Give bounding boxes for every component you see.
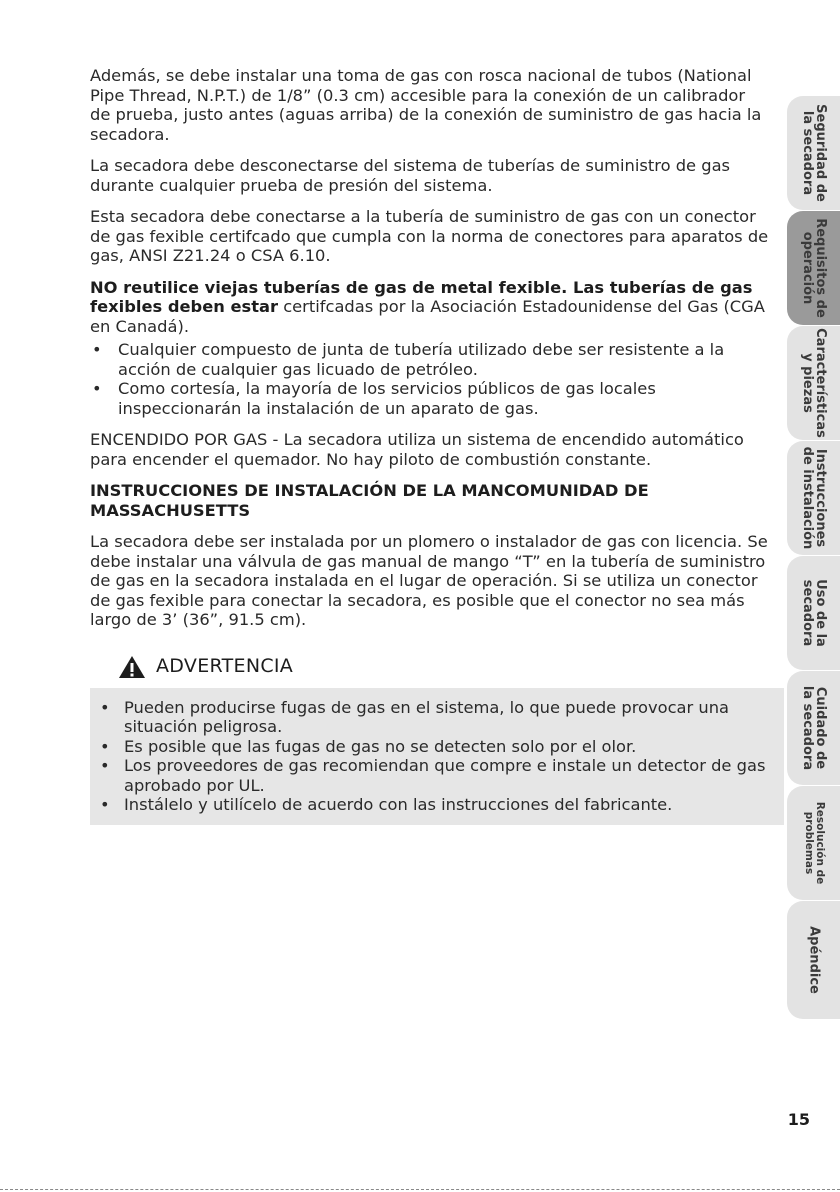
paragraph-reuse-warning: [90, 278, 770, 337]
reuse-warning-rest: certifcadas por la Asociación Estadounidense del Gas (CGA en Canadá).: [90, 297, 765, 336]
tab-label: Cuidado de la secadora: [799, 685, 828, 771]
paragraph-connector: Esta secadora debe conectarse a la tubería de suministro de gas con un conector de gas fexible certifcado que cumpla con la norma de conectores para aparatos de gas, ANSI Z21.24 o CSA 6.10.: [90, 207, 769, 265]
section-heading: INSTRUCCIONES DE INSTALACIÓN DE LA MANCOMUNIDAD DE MASSACHUSETTS: [90, 481, 649, 520]
list-item: • Es posible que las fugas de gas no se detecten solo por el olor.: [94, 737, 772, 757]
page-content: [90, 66, 770, 825]
tab-label: Apéndice: [806, 926, 821, 994]
paragraph-ignition: ENCENDIDO POR GAS - La secadora utiliza un sistema de encendido automático para encender el quemador. No hay piloto de combustión constante.: [90, 430, 744, 469]
warning-header: [118, 654, 770, 680]
tab-label: Seguridad de la secadora: [799, 104, 828, 202]
tab-seguridad[interactable]: [787, 96, 840, 210]
list-item: • Pueden producirse fugas de gas en el sistema, lo que puede provocar una situación peligrosa.: [94, 698, 772, 737]
list-item: • Cualquier compuesto de junta de tubería utilizado debe ser resistente a la acción de cualquier gas licuado de petróleo.: [90, 340, 770, 379]
tab-caracteristicas[interactable]: [787, 326, 840, 440]
tab-label: Resolución de problemas: [802, 801, 826, 885]
list-item: • Como cortesía, la mayoría de los servicios públicos de gas locales inspeccionarán la instalación de un aparato de gas.: [90, 379, 770, 418]
tab-resolucion[interactable]: [787, 786, 840, 900]
list-item: • Instálelo y utilícelo de acuerdo con las instrucciones del fabricante.: [94, 795, 772, 815]
warning-list: [94, 698, 772, 815]
tab-apendice[interactable]: [787, 901, 840, 1019]
tab-requisitos[interactable]: [787, 211, 840, 325]
tab-cuidado[interactable]: [787, 671, 840, 785]
tab-uso[interactable]: [787, 556, 840, 670]
tab-label: Requisitos de operación: [799, 218, 828, 318]
paragraph-massachusetts: La secadora debe ser instalada por un plomero o instalador de gas con licencia. Se debe instalar una válvula de gas manual de mango “T” en la tubería de suministro de gas en la secadora instalada en el lugar de operación. Si se utiliza un conector de gas fexible para conectar la secadora, es posible que el conector no sea más largo de 3’ (36”, 91.5 cm).: [90, 532, 768, 629]
warning-title: ADVERTENCIA: [156, 654, 294, 677]
warning-icon: [118, 655, 146, 679]
tab-label: Uso de la secadora: [799, 579, 828, 647]
reuse-warning-bold: NO reutilice viejas tuberías de gas de metal fexible. Las tuberías de gas fexibles deben estar: [90, 277, 753, 316]
paragraph-gas-tap: Además, se debe instalar una toma de gas con rosca nacional de tubos (National Pipe Thread, N.P.T.) de 1/8” (0.3 cm) accesible para la conexión de un calibrador de prueba, justo antes (aguas arriba) de la conexión de suministro de gas hacia la secadora.: [90, 66, 762, 144]
tab-label: Instrucciones de instalación: [799, 446, 828, 550]
tab-label: Características y piezas: [799, 328, 828, 438]
warning-box: [90, 688, 784, 825]
section-tabs: [787, 96, 840, 1020]
bottom-divider: [0, 1189, 840, 1190]
page-number: 15: [787, 1110, 810, 1129]
paragraph-disconnect: La secadora debe desconectarse del sistema de tuberías de suministro de gas durante cualquier prueba de presión del sistema.: [90, 156, 731, 195]
tab-instrucciones[interactable]: [787, 441, 840, 555]
gas-bullets: [90, 340, 770, 418]
list-item: • Los proveedores de gas recomiendan que compre e instale un detector de gas aprobado por UL.: [94, 756, 772, 795]
